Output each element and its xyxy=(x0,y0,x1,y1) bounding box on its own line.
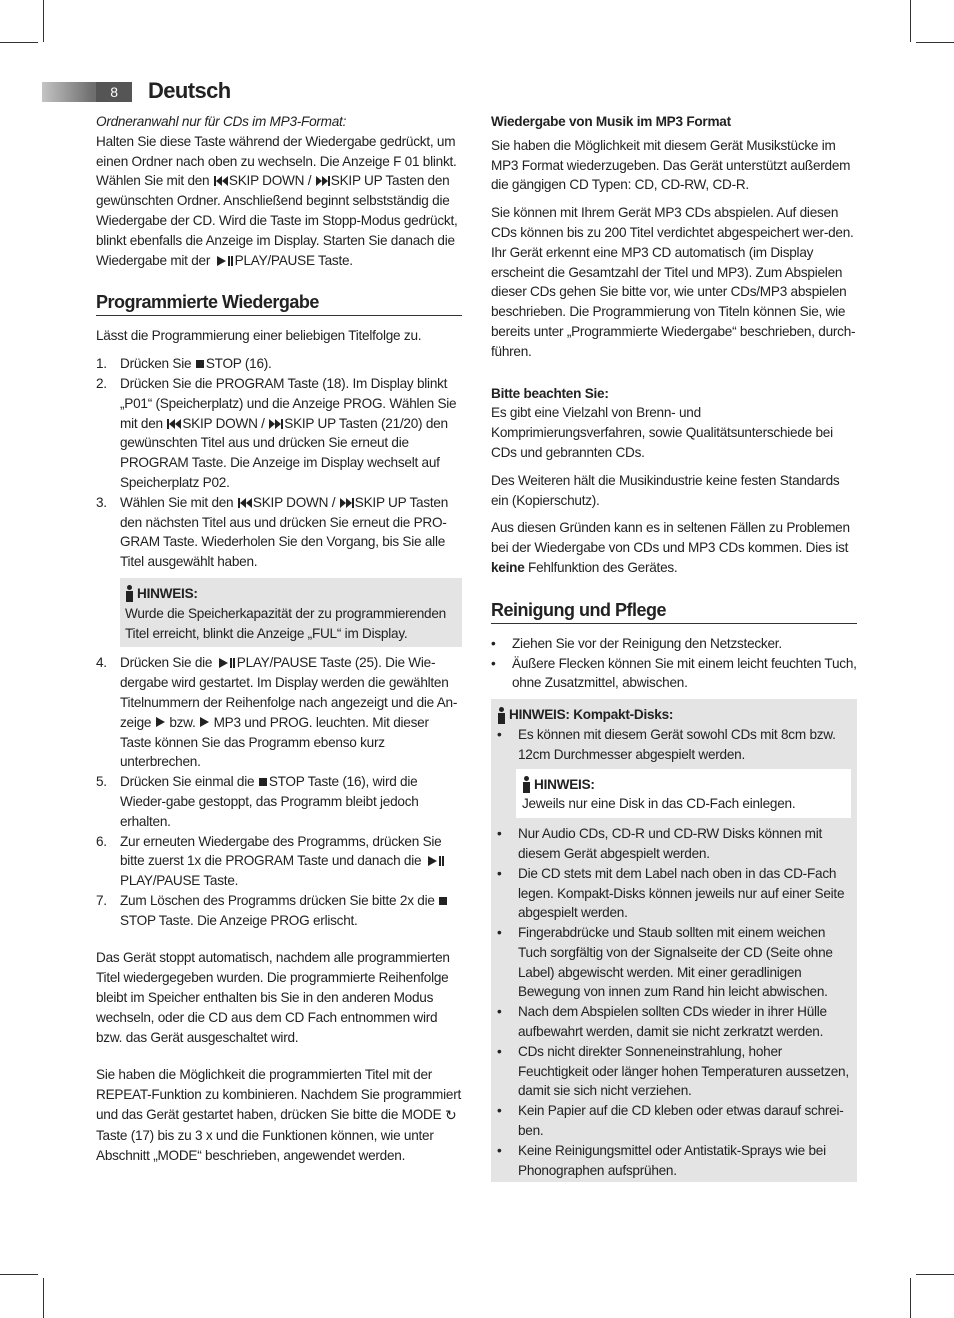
list-item: 3. Wählen Sie mit den SKIP DOWN / SKIP UP Tasten den nächsten Titel aus und drücken Sie erneut die PRO-GRAM Taste. Wiederholen Sie den Vorgang, bis Sie alle Titel ausgewählt haben. xyxy=(96,494,449,570)
right-column xyxy=(491,112,857,1182)
cd-note-box xyxy=(491,699,857,1182)
list-item: • CDs nicht direkter Sonneneinstrahlung, hoher Feuchtigkeit oder länger hohen Temperaturen aussetzen, damit sie sich nicht verziehen. xyxy=(497,1043,849,1099)
crop-mark xyxy=(0,42,38,43)
cd-list xyxy=(497,725,851,765)
list-item: • Die CD stets mit dem Label nach oben in das CD-Fach legen. Kompakt-Disks können jeweils nur auf einer Seite abgespielt werden. xyxy=(497,865,845,921)
attention-paragraph-2: Des Weiteren hält die Musikindustrie keine festen Standards ein (Kopierschutz). xyxy=(491,472,840,508)
crop-mark xyxy=(916,42,954,43)
program-steps-continued xyxy=(96,653,462,930)
language-title: Deutsch xyxy=(148,78,231,103)
folder-title: Ordneranwahl nur für CDs im MP3-Format: xyxy=(96,114,347,129)
auto-stop-paragraph: Das Gerät stoppt automatisch, nachdem alle programmierten Titel wiedergegeben wurden. Die programmierte Reihenfolge bleibt im Speicher enthalten bis Sie in den anderen Modus wechseln, oder die CD aus dem CD Fach entnommen wird bzw. das Gerät ausgeschaltet wird. xyxy=(96,950,450,1045)
list-item: • Es können mit diesem Gerät sowohl CDs mit 8cm bzw. 12cm Durchmesser abgespielt werden. xyxy=(497,726,836,762)
crop-mark xyxy=(43,0,44,42)
mp3-paragraph-1: Sie haben die Möglichkeit mit diesem Gerät Musikstücke im MP3 Format wiederzugeben. Das Gerät unterstützt außerdem die gängigen CD Typen: CD, CD-RW, CD-R. xyxy=(491,137,851,193)
crop-mark xyxy=(910,1278,911,1318)
list-item: • Kein Papier auf die CD kleben oder etwas darauf schrei-ben. xyxy=(497,1103,844,1139)
list-item: • Ziehen Sie vor der Reinigung den Netzstecker. xyxy=(491,635,782,651)
list-item: 2. Drücken Sie die PROGRAM Taste (18). Im Display blinkt „P01“ (Speicherplatz) und die Anzeige PROG. Wählen Sie mit den SKIP DOWN / SKIP UP Tasten (21/20) den gewünschten Titel aus und drücken Sie erneut die PROGRAM Taste. Die Anzeige im Display wechselt auf Speicherplatz P02. xyxy=(96,375,457,490)
list-item: • Fingerabdrücke und Staub sollten mit einem weichen Tuch sorgfältig von der Signalseite der CD (Seite ohne Label) abgewischt werden. Mit einer geradlinigen Bewegung von innen zum Rand hin leicht abwischen. xyxy=(497,925,833,1000)
repeat-paragraph: Sie haben die Möglichkeit die programmierten Titel mit der REPEAT-Funktion zu kombinieren. Nachdem Sie programmiert und das Gerät gestartet haben, drücken Sie bitte die MODE ↻ Taste (17) bis zu 3 x und die Funktionen können, wie unter Abschnitt „MODE“ beschrieben, angewendet werden. xyxy=(96,1067,462,1163)
skip-up-icon xyxy=(269,419,283,429)
play-icon xyxy=(156,717,165,727)
prog-intro: Lässt die Programmierung einer beliebigen Titelfolge zu. xyxy=(96,328,422,344)
info-icon xyxy=(125,585,134,602)
skip-down-icon xyxy=(167,419,181,429)
stop-icon xyxy=(439,897,447,905)
mp3-title: Wiedergabe von Musik im MP3 Format xyxy=(491,114,731,129)
folder-paragraph: Halten Sie diese Taste während der Wiedergabe gedrückt, um einen Ordner nach oben zu wechseln. Die Anzeige F 01 blinkt. Wählen Sie mit den SKIP DOWN / SKIP UP Tasten den gewünschten Ordner. Anschließend beginnt selbstständig die Wiedergabe der CD. Wird die Taste im Stopp-Modus gedrückt, blinkt ebenfalls die Anzeige im Display. Starten Sie danach die Wiedergabe mit der PLAY/PAUSE Taste. xyxy=(96,133,458,268)
stop-icon xyxy=(196,360,204,368)
note-text: Jeweils nur eine Disk in das CD-Fach einlegen. xyxy=(522,796,796,812)
list-item: 5. Drücken Sie einmal die STOP Taste (16), wird die Wieder-gabe gestoppt, das Programm bleibt jedoch erhalten. xyxy=(96,774,419,829)
play-pause-icon xyxy=(216,256,233,266)
cd-list-continued xyxy=(497,824,851,1180)
skip-up-icon xyxy=(316,176,330,186)
list-item: • Nach dem Abspielen sollten CDs wieder in ihrer Hülle aufbewahrt werden, damit sie nicht zerkratzt werden. xyxy=(497,1004,827,1040)
skip-down-icon xyxy=(238,498,252,508)
note-box xyxy=(120,578,462,647)
note-title: HINWEIS: Kompakt-Disks: xyxy=(497,705,851,725)
list-item: 4. Drücken Sie die PLAY/PAUSE Taste (25). Die Wie-dergabe wird gestartet. Im Display werden die gewählten Titelnummern der Reihenfolge nach angezeigt und die An-zeige bzw. MP3 und PROG. leuchten. Mit dieser Taste können Sie das Programm ebenso kurz unterbrechen. xyxy=(96,655,458,770)
repeat-icon: ↻ xyxy=(444,1107,457,1124)
play-pause-icon xyxy=(427,856,444,866)
crop-mark xyxy=(0,1274,38,1275)
section-heading-reinigung-und-pflege: Reinigung und Pflege xyxy=(491,598,857,624)
play-pause-icon xyxy=(218,658,235,668)
inner-note-box xyxy=(516,769,851,819)
list-item: • Keine Reinigungsmittel oder Antistatik-Sprays wie bei Phonographen aufsprühen. xyxy=(497,1142,826,1178)
attention-title: Bitte beachten Sie: xyxy=(491,385,609,401)
list-item: 7. Zum Löschen des Programms drücken Sie bitte 2x die STOP Taste. Die Anzeige PROG erlischt. xyxy=(96,891,462,931)
list-item: • Nur Audio CDs, CD-R und CD-RW Disks können mit diesem Gerät abgespielt werden. xyxy=(497,826,823,861)
stop-icon xyxy=(259,778,267,786)
note-title: HINWEIS: xyxy=(522,775,846,795)
skip-up-icon xyxy=(340,498,354,508)
list-item: • Äußere Flecken können Sie mit einem leicht feuchten Tuch, ohne Zusatzmittel, abwischen. xyxy=(491,655,857,691)
play-icon xyxy=(200,717,209,727)
crop-mark xyxy=(916,1274,954,1275)
crop-mark xyxy=(910,0,911,42)
info-icon xyxy=(497,707,506,724)
section-heading-programmierte-wiedergabe: Programmierte Wiedergabe xyxy=(96,290,462,316)
folder-section xyxy=(96,112,462,270)
page-number: 8 xyxy=(96,82,132,102)
cleaning-list xyxy=(491,634,857,693)
skip-down-icon xyxy=(214,176,228,186)
note-text: Wurde die Speicherkapazität der zu programmierenden Titel erreicht, blinkt die Anzeige „FUL“ im Display. xyxy=(125,605,446,641)
left-column xyxy=(96,112,462,1173)
list-item: 1. Drücken Sie STOP (16). xyxy=(96,356,272,372)
list-item: 6. Zur erneuten Wiedergabe des Programms, drücken Sie bitte zuerst 1x die PROGRAM Taste und danach die PLAY/PAUSE Taste. xyxy=(96,832,462,891)
mp3-paragraph-2: Sie können mit Ihrem Gerät MP3 CDs abspielen. Auf diesen CDs können bis zu 200 Titel verdichtet abgespeichert wer-den. Ihr Gerät erkennt eine MP3 CD automatisch (im Display erscheint die Gesamtzahl der Titel und MP3). Zum Abspielen dieser CDs gehen Sie bitte vor, wie unter CDs/MP3 abspielen beschrieben. Die Programmierung von Titeln können Sie, wie bereits unter „Programmierte Wiedergabe“ beschrieben, durch-führen. xyxy=(491,205,856,359)
attention-paragraph-1: Es gibt eine Vielzahl von Brenn- und Komprimierungsverfahren, sowie Qualitätsunterschiede bei CDs und gebrannten CDs. xyxy=(491,405,833,460)
info-icon xyxy=(522,776,531,793)
attention-paragraph-3: Aus diesen Gründen kann es in seltenen Fällen zu Problemen bei der Wiedergabe von CDs und MP3 CDs kommen. Dies ist keine Fehlfunktion des Gerätes. xyxy=(491,520,850,575)
program-steps xyxy=(96,354,462,572)
note-title: HINWEIS: xyxy=(125,584,457,604)
crop-mark xyxy=(43,1278,44,1318)
